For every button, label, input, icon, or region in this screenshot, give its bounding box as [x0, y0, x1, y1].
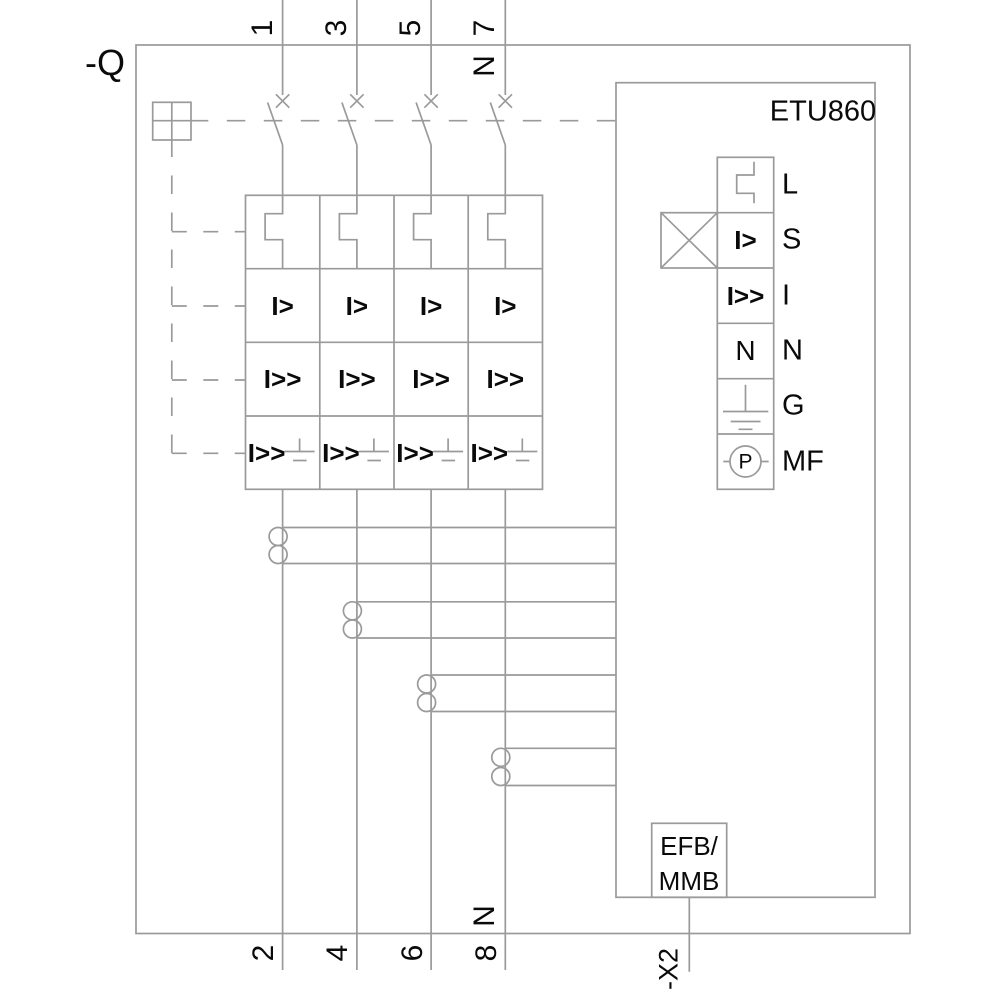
earth-glyph	[359, 439, 389, 461]
etu-name-label: ETU860	[769, 95, 877, 127]
ct-coil-icon	[269, 528, 287, 546]
pole-bottom-label-4: 4	[321, 944, 355, 962]
etu-function-label-s: S	[782, 223, 802, 256]
efb-label-line2: MMB	[658, 866, 720, 896]
etu-function-label-l: L	[782, 168, 799, 201]
contact-x-icon	[350, 94, 363, 107]
grid-ground-fault-cell: I>>	[470, 437, 509, 468]
pole-3-conductor	[414, 0, 616, 970]
breaker-blade	[490, 103, 505, 146]
ct-sensor-taps	[357, 602, 616, 638]
etu-cell-s-symbol: I>	[734, 225, 757, 256]
contact-x-icon	[276, 94, 289, 107]
grid-short-circuit-cell: I>>	[263, 364, 302, 395]
long-time-step-glyph	[265, 195, 283, 268]
ct-coil-icon	[492, 768, 510, 786]
earth-glyph	[285, 439, 315, 461]
breaker-blade	[268, 103, 283, 146]
ct-coil-icon	[492, 748, 510, 766]
etu-function-label-g: G	[782, 389, 805, 422]
ct-coil-icon	[269, 546, 287, 564]
etu-function-column	[717, 157, 773, 489]
ct-coil-icon	[418, 675, 436, 693]
grid-overcurrent-cell: I>	[419, 290, 443, 321]
etu-function-label-n: N	[782, 334, 803, 367]
grid-short-circuit-cell: I>>	[486, 364, 525, 395]
terminal-x2-label: -X2	[653, 947, 683, 990]
earth-glyph	[507, 439, 537, 461]
grid-short-circuit-cell: I>>	[338, 364, 376, 395]
long-time-step-glyph	[488, 195, 506, 268]
grid-overcurrent-cell: I>	[494, 290, 517, 321]
pole-top-label-3: 3	[319, 19, 353, 37]
earth-glyph	[433, 439, 463, 461]
grid-overcurrent-cell: I>	[271, 290, 294, 321]
etu-function-label-i: I	[782, 279, 791, 312]
pole-bottom-label-6: 6	[395, 944, 429, 962]
grid-overcurrent-cell: I>	[345, 290, 369, 321]
long-time-step-glyph	[737, 162, 754, 204]
contact-x-icon	[424, 94, 437, 107]
earth-glyph	[723, 385, 768, 430]
long-time-step-glyph	[339, 195, 357, 268]
grid-ground-fault-cell: I>>	[247, 437, 286, 468]
ct-coil-icon	[343, 620, 361, 638]
pole-top-label-1: 1	[245, 19, 279, 37]
pole-bottom-label-8: 8	[469, 944, 503, 962]
neutral-bottom-label: N	[468, 905, 501, 927]
ct-sensor-taps	[283, 528, 616, 564]
ct-sensor-taps	[431, 675, 616, 712]
mechanism-square-icon	[153, 102, 209, 157]
breaker-blade	[342, 103, 357, 146]
etu-cell-i-symbol: I>>	[726, 280, 765, 311]
x-box-icon	[661, 213, 717, 268]
ct-sensor-taps	[505, 748, 616, 785]
neutral-top-label: N	[467, 55, 501, 77]
pole-1-conductor	[265, 0, 616, 970]
grid-ground-fault-cell: I>>	[396, 437, 434, 468]
ct-coil-icon	[343, 602, 361, 620]
ct-coil-icon	[418, 694, 436, 712]
long-time-step-glyph	[414, 195, 432, 268]
contact-x-icon	[499, 94, 512, 107]
etu-cell-n-symbol: N	[735, 335, 756, 366]
pole-top-label-5: 5	[394, 19, 428, 37]
device-tag-label: -Q	[85, 42, 125, 83]
etu-function-label-mf: MF	[782, 445, 824, 477]
pole-top-label-7: 7	[468, 19, 502, 37]
etu-cell-mf-symbol: P	[738, 450, 753, 473]
pole-2-conductor	[339, 0, 616, 970]
grid-short-circuit-cell: I>>	[412, 364, 450, 395]
pole-4-conductor	[488, 0, 616, 970]
pole-bottom-label-2: 2	[247, 944, 280, 962]
efb-label-line1: EFB/	[660, 831, 718, 861]
breaker-blade	[416, 103, 431, 146]
grid-ground-fault-cell: I>>	[322, 437, 360, 468]
